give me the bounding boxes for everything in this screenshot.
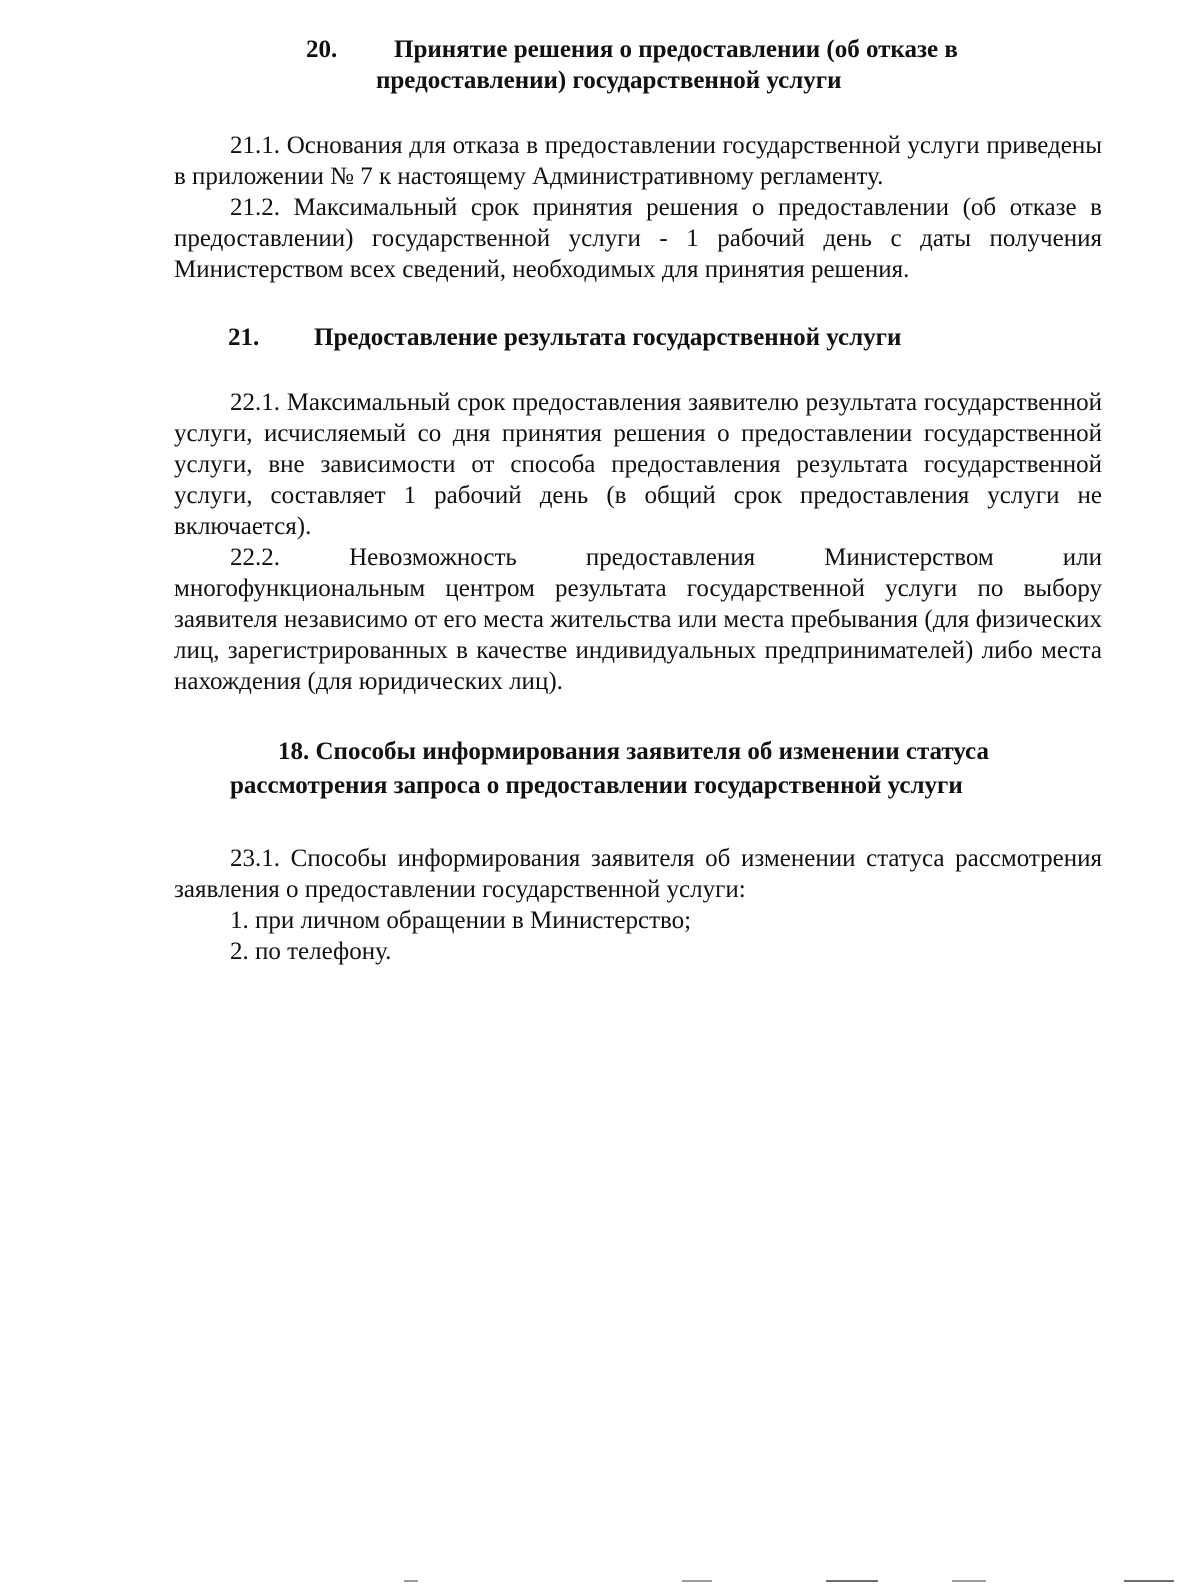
paragraph-23-1: 23.1. Способы информирования заявителя об изменении статуса рассмотрения заявления о предоставлении государственной услуги:: [174, 845, 1102, 903]
section-20-heading-line1: [306, 34, 1066, 65]
paragraph-22-1: 22.1. Максимальный срок предоставления заявителю результата государственной услуги, исчисляемый со дня принятия решения о предоставлении государственной услуги, вне зависимости от способа предоставления результата государственной услуги, составляет 1 рабочий день (в общий срок предоставления услуги не включается).: [174, 389, 1102, 540]
list-item-2: 2. по телефону.: [230, 938, 392, 965]
section-21-number: 21.: [228, 324, 260, 351]
scan-mark: [1124, 1580, 1174, 1582]
section-20-number: 20.: [306, 36, 338, 63]
paragraph-21-1: 21.1. Основания для отказа в предоставлении государственной услуги приведены в приложении № 7 к настоящему Административному регламенту.: [174, 132, 1102, 190]
section-18-title-line1: 18. Способы информирования заявителя об изменении статуса: [278, 738, 989, 765]
scan-mark: [826, 1580, 878, 1582]
section-18-heading: [230, 736, 1090, 801]
section-20-title-line1: Принятие решения о предоставлении (об отказе в: [394, 36, 958, 63]
scan-mark: [404, 1580, 418, 1582]
section-21-heading: [228, 322, 1028, 353]
paragraph-group-21: [174, 130, 1102, 285]
paragraph-group-23: [174, 843, 1102, 967]
list-item-1: 1. при личном обращении в Министерство;: [230, 907, 692, 934]
section-20-title-line2: предоставлении) государственной услуги: [376, 67, 842, 94]
scan-mark: [952, 1580, 986, 1582]
paragraph-22-2: 22.2. Невозможность предоставления Министерством или многофункциональным центром результата государственной услуги по выбору заявителя независимо от его места жительства или места пребывания (для физических лиц, зарегистрированных в качестве индивидуальных предпринимателей) либо места нахождения (для юридических лиц).: [174, 544, 1102, 695]
section-21-title: Предоставление результата государственной услуги: [314, 324, 902, 351]
section-18-title-line2: рассмотрения запроса о предоставлении государственной услуги: [230, 772, 963, 799]
paragraph-21-2: 21.2. Максимальный срок принятия решения о предоставлении (об отказе в предоставлении) государственной услуги - 1 рабочий день с даты получения Министерством всех сведений, необходимых для принятия решения.: [174, 194, 1102, 283]
scan-artifacts: [0, 1570, 1200, 1586]
paragraph-group-22: [174, 387, 1102, 697]
section-20-heading: [306, 34, 1066, 96]
scan-mark: [682, 1580, 712, 1582]
